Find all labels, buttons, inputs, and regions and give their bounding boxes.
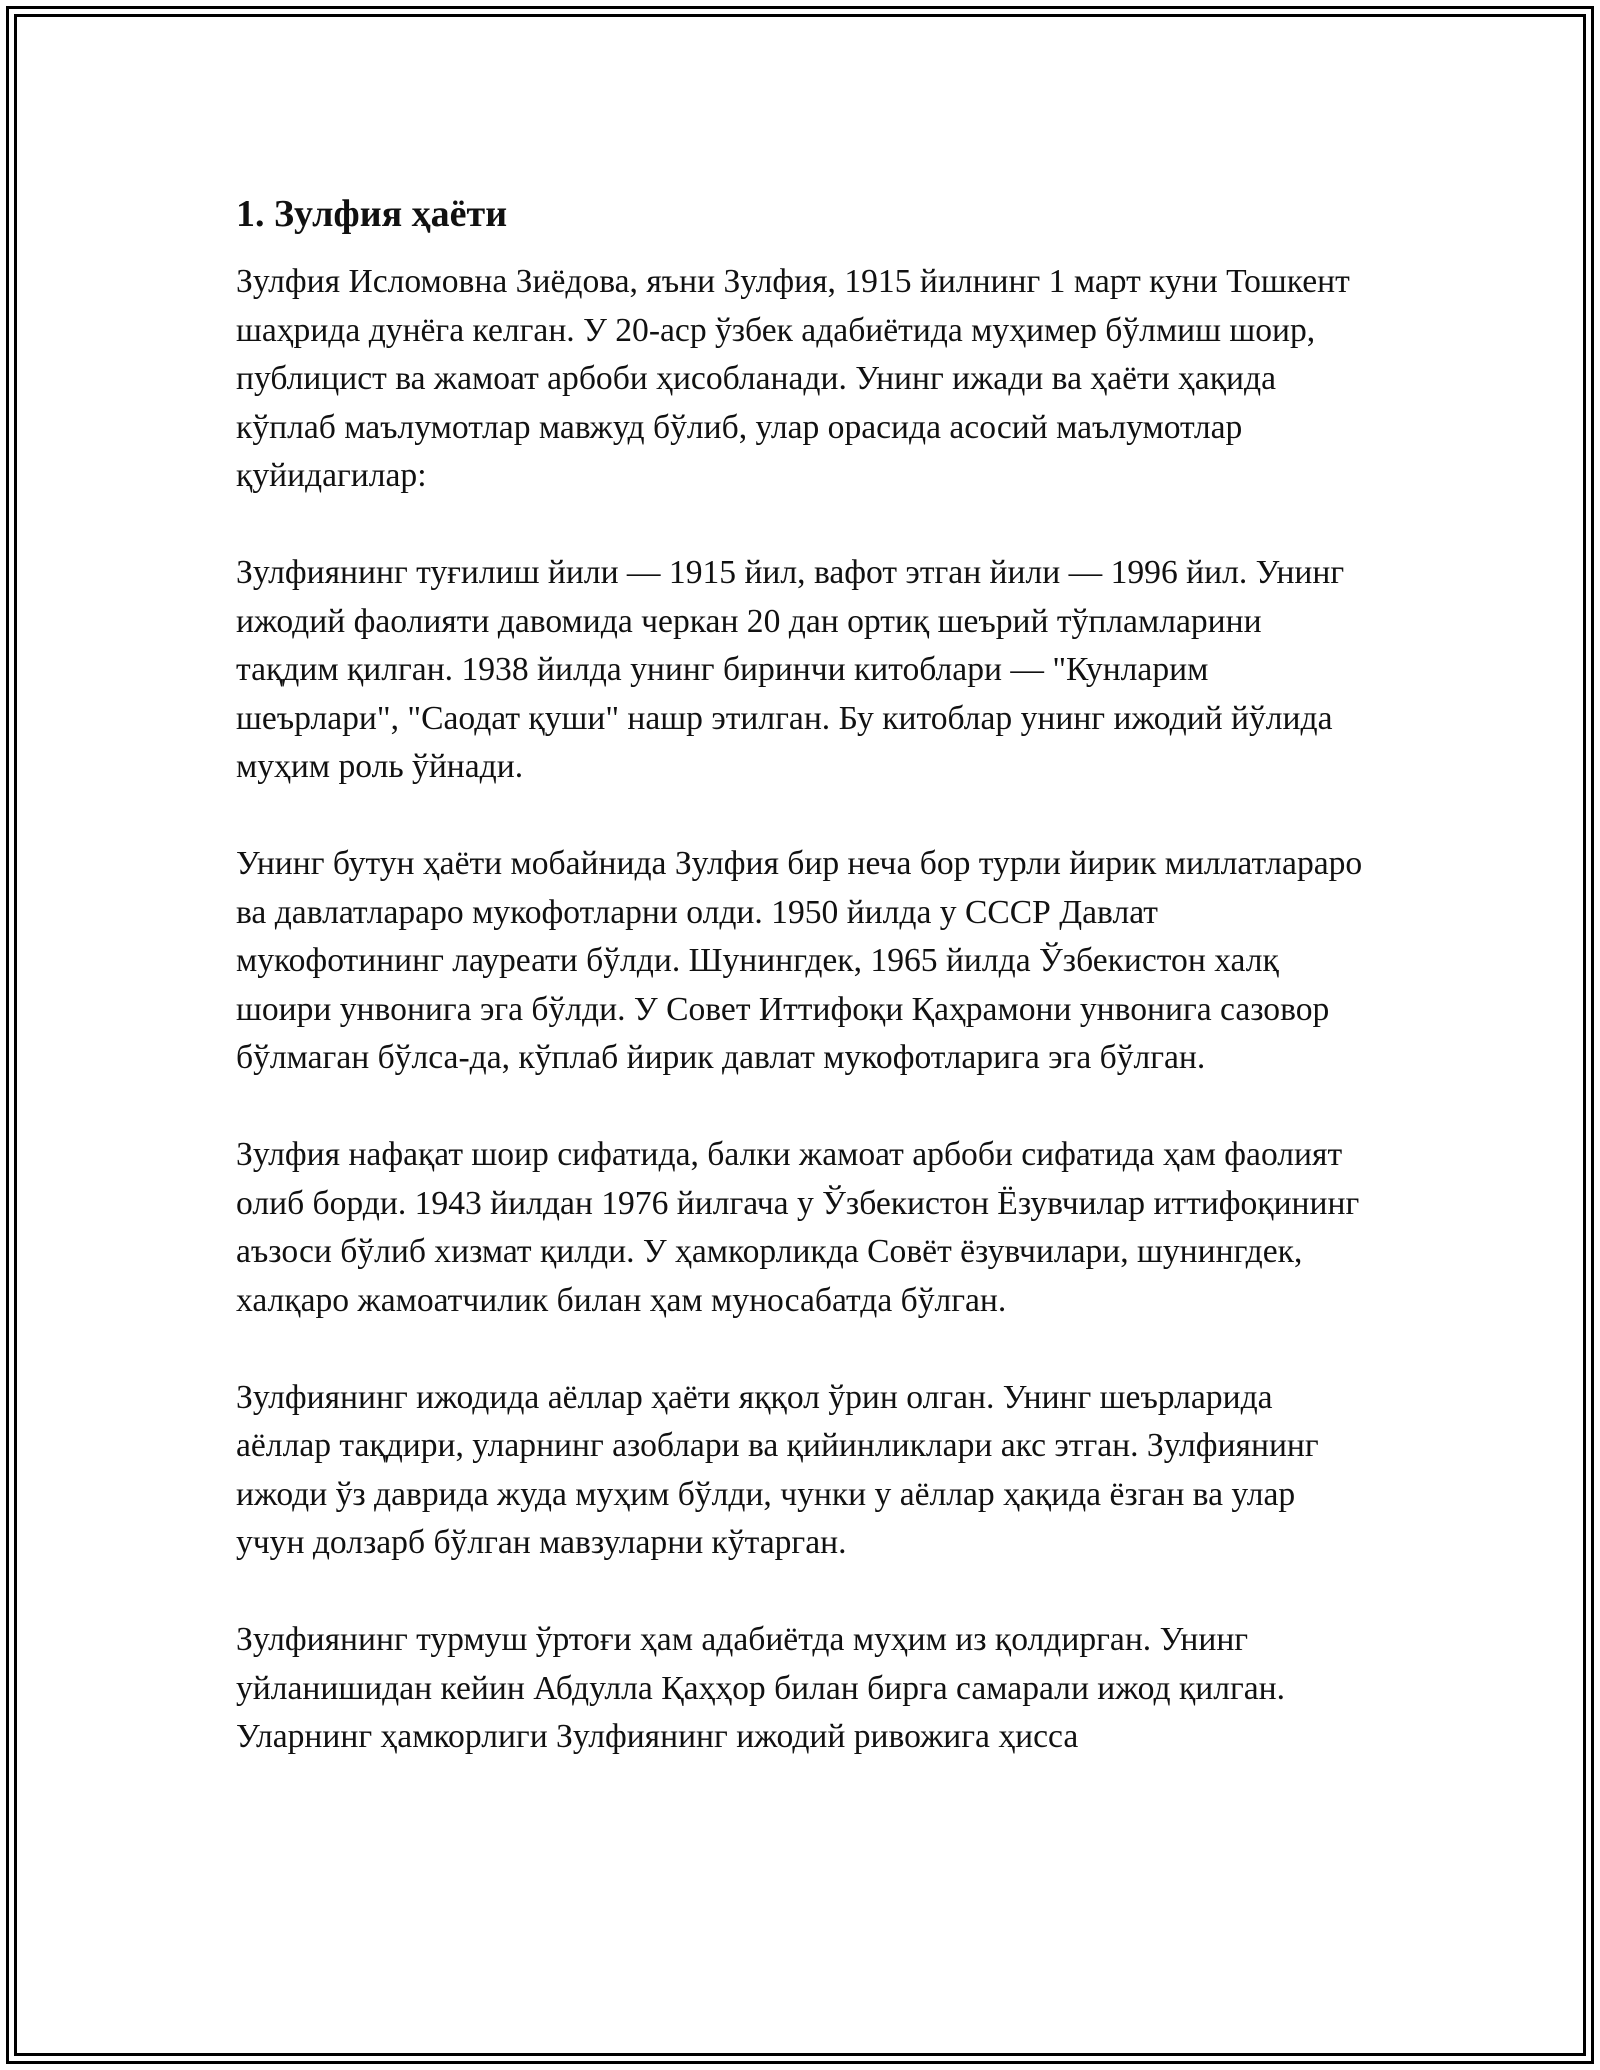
paragraph-awards: Унинг бутун ҳаёти мобайнида Зулфия бир неча бор турли йирик миллатлараро ва давлатлараро мукофотларни олди. 1950 йилда у СССР Давлат мукофотининг лауреати бўлди. Шунингдек, 1965 йилда Ўзбекистон халқ шоири унвонига эга бўлди. У Совет Иттифоқи Қаҳрамони унвонига сазовор бўлмаган бўлса-да, кўплаб йирик давлат мукофотларига эга бўлган.	[236, 845, 1363, 1076]
paragraph-women-theme: Зулфиянинг ижодида аёллар ҳаёти яққол ўрин олган. Унинг шеърларида аёллар тақдири, уларнинг азоблари ва қийинликлари акс этган. Зулфиянинг ижоди ўз даврида жуда муҳим бўлди, чунки у аёллар ҳақида ёзган ва улар учун долзарб бўлган мавзуларни кўтарган.	[236, 1378, 1319, 1561]
section-heading: 1. Зулфия ҳаёти	[236, 193, 508, 235]
paragraph-public-activity: Зулфия нафақат шоир сифатида, балки жамоат арбоби сифатида ҳам фаолият олиб борди. 1943 йилдан 1976 йилгача у Ўзбекистон Ёзувчилар иттифоқининг аъзоси бўлиб хизмат қилди. У ҳамкорликда Совёт ёзувчилари, шунингдек, халқаро жамоатчилик билан ҳам муносабатда бўлган.	[236, 1136, 1360, 1319]
paragraph-spouse: Зулфиянинг турмуш ўртоғи ҳам адабиётда муҳим из қолдирган. Унинг уйланишидан кейин Абдулла Қаҳҳор билан бирга самарали ижод қилган. Уларнинг ҳамкорлиги Зулфиянинг ижодий ривожига ҳисса	[236, 1621, 1286, 1755]
document-body	[236, 186, 1366, 1810]
paragraph-intro: Зулфия Исломовна Зиёдова, яъни Зулфия, 1915 йилнинг 1 март куни Тошкент шаҳрида дунёга келган. У 20-аср ўзбек адабиётида муҳимер бўлмиш шоир, публицист ва жамоат арбоби ҳисобланади. Унинг ижади ва ҳаёти ҳақида кўплаб маълумотлар мавжуд бўлиб, улар орасида асосий маълумотлар қуйидагилар:	[236, 263, 1350, 494]
paragraph-birth-death: Зулфиянинг туғилиш йили — 1915 йил, вафот этган йили — 1996 йил. Унинг ижодий фаолияти давомида черкан 20 дан ортиқ шеърий тўпламларини тақдим қилган. 1938 йилда унинг биринчи китоблари — "Кунларим шеърлари", "Саодат қуши" нашр этилган. Бу китоблар унинг ижодий йўлида муҳим роль ўйнади.	[236, 554, 1345, 785]
